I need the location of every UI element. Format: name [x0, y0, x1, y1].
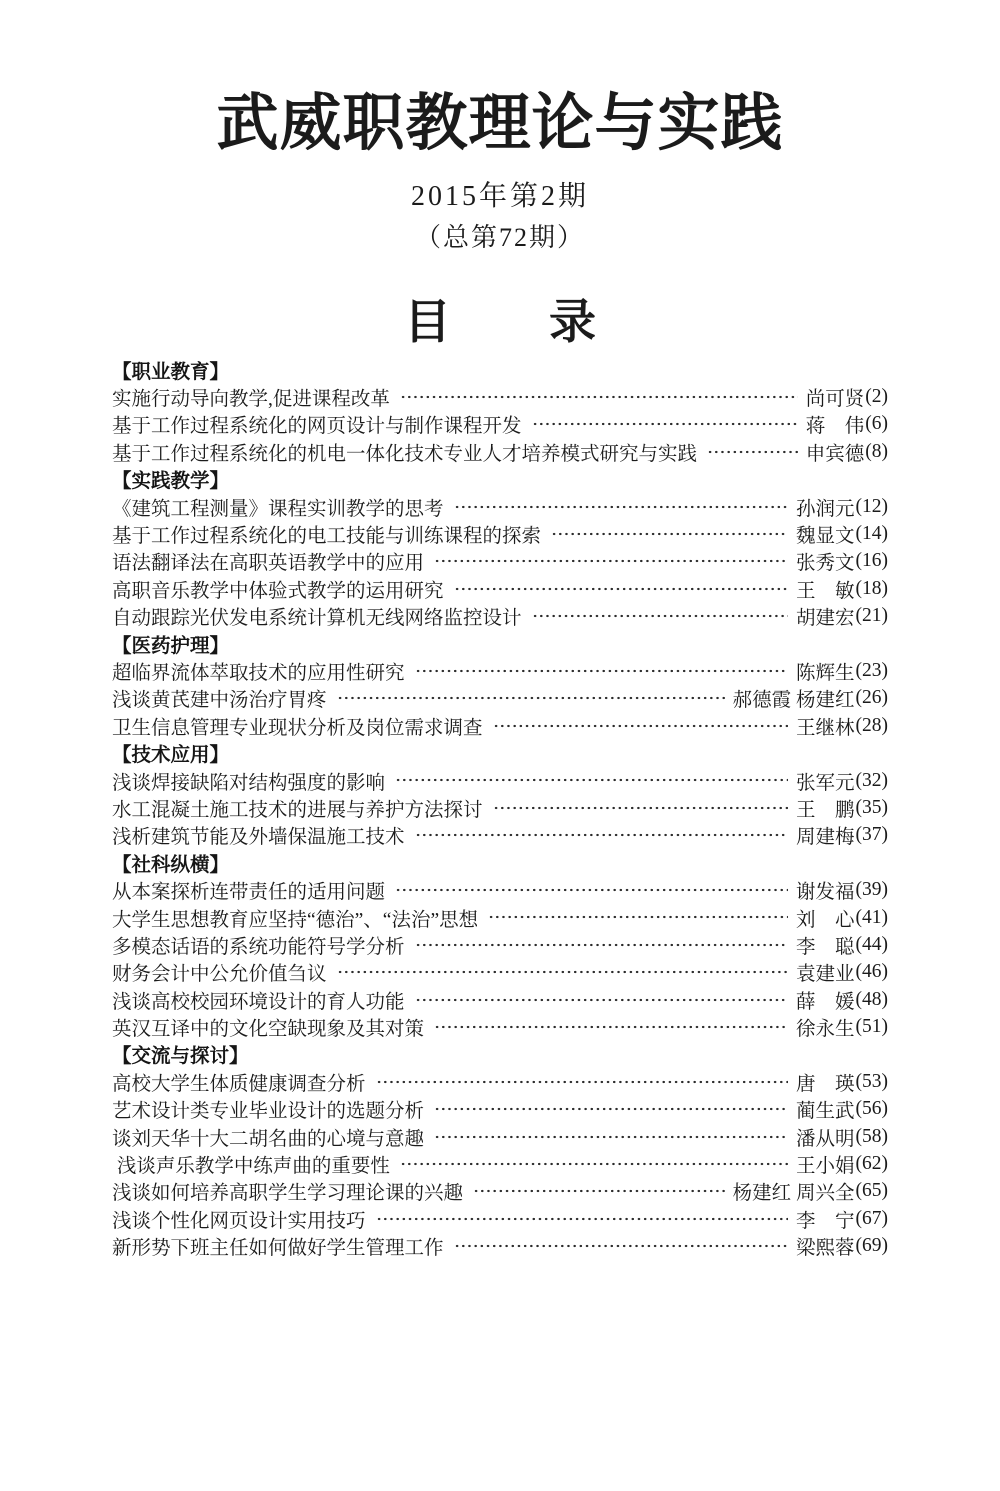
toc-entry — [112, 794, 888, 821]
entry-page: (6) — [865, 413, 888, 435]
toc-entry — [112, 876, 888, 903]
toc-page — [0, 88, 1000, 1260]
toc-entry — [112, 1096, 888, 1123]
entry-authors: 申宾德 — [805, 443, 865, 465]
entry-title: 水工混凝土施工技术的进展与养护方法探讨 — [112, 799, 483, 821]
toc-entry — [112, 383, 888, 410]
dot-leader — [337, 959, 788, 986]
toc-entry — [112, 1013, 888, 1040]
entry-title: 浅谈黄芪建中汤治疗胃疼 — [112, 690, 327, 712]
dot-leader — [415, 822, 788, 849]
entry-title: 大学生思想教育应坚持“德治”、“法治”思想 — [112, 909, 479, 931]
toc-entry — [112, 493, 888, 520]
entry-authors: 王小娟 — [795, 1156, 855, 1178]
entry-page: (18) — [855, 577, 888, 599]
entry-title: 实施行动导向教学,促进课程改革 — [112, 389, 390, 411]
entry-page: (23) — [855, 659, 888, 681]
entry-authors: 郝德霞 杨建红 — [732, 690, 855, 712]
entry-authors: 孙润元 — [795, 498, 855, 520]
dot-leader — [454, 575, 788, 602]
entry-authors: 袁建业 — [795, 964, 855, 986]
dot-leader — [434, 1123, 788, 1150]
entry-page: (35) — [855, 796, 888, 818]
dot-leader — [707, 438, 798, 465]
dot-leader — [434, 1096, 788, 1123]
entry-title: 浅谈声乐教学中练声曲的重要性 — [112, 1156, 390, 1178]
entry-title: 自动跟踪光伏发电系统计算机无线网络监控设计 — [112, 608, 522, 630]
entry-page: (46) — [855, 961, 888, 983]
entry-authors: 王 敏 — [795, 580, 855, 602]
entry-page: (14) — [855, 523, 888, 545]
entry-title: 高校大学生体质健康调查分析 — [112, 1073, 366, 1095]
toc-entry — [112, 411, 888, 438]
entry-title: 英汉互译中的文化空缺现象及其对策 — [112, 1019, 425, 1041]
entry-authors: 胡建宏 — [795, 608, 855, 630]
toc-entry — [112, 1123, 888, 1150]
entry-page: (21) — [855, 605, 888, 627]
dot-leader — [532, 603, 788, 630]
entry-page: (65) — [855, 1180, 888, 1202]
toc-entry — [112, 712, 888, 739]
entry-authors: 张军元 — [795, 772, 855, 794]
toc-entry — [112, 767, 888, 794]
entry-authors: 徐永生 — [795, 1019, 855, 1041]
dot-leader — [454, 1233, 788, 1260]
entry-title: 新形势下班主任如何做好学生管理工作 — [112, 1238, 444, 1260]
entry-authors: 李 宁 — [795, 1210, 855, 1232]
entry-authors: 尚可贤 — [805, 389, 865, 411]
dot-leader — [337, 685, 725, 712]
entry-page: (8) — [865, 440, 888, 462]
entry-authors: 唐 瑛 — [795, 1073, 855, 1095]
entry-authors: 潘从明 — [795, 1128, 855, 1150]
toc-entry — [112, 520, 888, 547]
dot-leader — [532, 411, 798, 438]
entry-title: 浅析建筑节能及外墙保温施工技术 — [112, 827, 405, 849]
entry-page: (26) — [855, 687, 888, 709]
dot-leader — [376, 1205, 788, 1232]
dot-leader — [488, 904, 788, 931]
entry-page: (39) — [855, 879, 888, 901]
section-header: 【社科纵横】 — [112, 853, 230, 876]
entry-page: (37) — [855, 824, 888, 846]
entry-authors: 蔺生武 — [795, 1101, 855, 1123]
toc-entry — [112, 904, 888, 931]
entry-title: 卫生信息管理专业现状分析及岗位需求调查 — [112, 717, 483, 739]
dot-leader — [415, 986, 788, 1013]
entry-title: 艺术设计类专业毕业设计的选题分析 — [112, 1101, 425, 1123]
dot-leader — [473, 1178, 725, 1205]
toc-entry — [112, 931, 888, 958]
toc-entry — [112, 1233, 888, 1260]
dot-leader — [454, 493, 788, 520]
entry-title: 语法翻译法在高职英语教学中的应用 — [112, 553, 425, 575]
entry-authors: 谢发福 — [795, 882, 855, 904]
entry-authors: 薛 媛 — [795, 991, 855, 1013]
entry-title: 基于工作过程系统化的网页设计与制作课程开发 — [112, 416, 522, 438]
toc-title: 目录 — [404, 297, 694, 349]
entry-page: (58) — [855, 1125, 888, 1147]
entry-title: 超临界流体萃取技术的应用性研究 — [112, 663, 405, 684]
issue-line: 2015年第2期 — [410, 181, 589, 212]
entry-authors: 杨建红 周兴全 — [732, 1183, 855, 1205]
entry-authors: 梁熙蓉 — [795, 1238, 855, 1260]
toc-entry — [112, 438, 888, 465]
dot-leader — [400, 1150, 788, 1177]
entry-authors: 魏显文 — [795, 526, 855, 548]
entry-title: 财务会计中公允价值刍议 — [112, 964, 327, 986]
section-header: 【技术应用】 — [112, 744, 230, 767]
entry-title: 基于工作过程系统化的电工技能与训练课程的探索 — [112, 526, 542, 548]
entry-authors: 王 鹏 — [795, 799, 855, 821]
entry-page: (53) — [855, 1070, 888, 1092]
entry-authors: 李 聪 — [795, 936, 855, 958]
entry-title: 《建筑工程测量》课程实训教学的思考 — [112, 498, 444, 520]
entry-page: (51) — [855, 1016, 888, 1038]
dot-leader — [415, 931, 788, 958]
entry-page: (32) — [855, 769, 888, 791]
dot-leader — [434, 1013, 788, 1040]
volume-line: （总第72期） — [414, 223, 585, 252]
entry-page: (48) — [855, 988, 888, 1010]
dot-leader — [376, 1068, 788, 1095]
entry-title: 谈刘天华十大二胡名曲的心境与意趣 — [112, 1128, 425, 1150]
entry-authors: 刘 心 — [795, 909, 855, 931]
toc-entry — [112, 548, 888, 575]
dot-leader — [493, 712, 788, 739]
entry-authors: 张秀文 — [795, 553, 855, 575]
toc-entry — [112, 959, 888, 986]
entry-title: 多模态话语的系统功能符号学分析 — [112, 936, 405, 958]
toc-list — [112, 356, 888, 1260]
toc-entry — [112, 986, 888, 1013]
entry-page: (69) — [855, 1235, 888, 1257]
entry-authors: 蒋 伟 — [805, 416, 865, 438]
dot-leader — [493, 794, 788, 821]
toc-entry — [112, 1205, 888, 1232]
entry-title: 浅谈如何培养高职学生学习理论课的兴趣 — [112, 1183, 464, 1205]
entry-authors: 王继林 — [795, 717, 855, 739]
toc-entry — [112, 1150, 888, 1177]
section-header: 【交流与探讨】 — [112, 1045, 249, 1068]
entry-page: (41) — [855, 906, 888, 928]
entry-title: 高职音乐教学中体验式教学的运用研究 — [112, 580, 444, 602]
toc-entry — [112, 1178, 888, 1205]
toc-entry — [112, 657, 888, 684]
toc-entry — [112, 603, 888, 630]
entry-authors: 周建梅 — [795, 827, 855, 849]
entry-title: 浅谈个性化网页设计实用技巧 — [112, 1210, 366, 1232]
section-header: 【实践教学】 — [112, 470, 230, 493]
entry-page: (28) — [855, 714, 888, 736]
toc-entry — [112, 1068, 888, 1095]
entry-page: (16) — [855, 550, 888, 572]
toc-entry — [112, 822, 888, 849]
entry-page: (2) — [865, 386, 888, 408]
dot-leader — [551, 520, 788, 547]
entry-page: (62) — [855, 1153, 888, 1175]
journal-title: 武威职教理论与实践 — [216, 90, 784, 158]
section-header: 【职业教育】 — [112, 360, 230, 383]
dot-leader — [434, 548, 788, 575]
entry-page: (56) — [855, 1098, 888, 1120]
dot-leader — [415, 657, 788, 684]
entry-title: 从本案探析连带责任的适用问题 — [112, 882, 386, 904]
entry-authors: 陈辉生 — [795, 663, 855, 684]
entry-page: (44) — [855, 933, 888, 955]
entry-title: 浅谈高校校园环境设计的育人功能 — [112, 991, 405, 1013]
entry-page: (12) — [855, 495, 888, 517]
entry-title: 基于工作过程系统化的机电一体化技术专业人才培养模式研究与实践 — [112, 443, 698, 465]
entry-page: (67) — [855, 1207, 888, 1229]
toc-entry — [112, 685, 888, 712]
dot-leader — [395, 767, 788, 794]
dot-leader — [395, 876, 788, 903]
toc-entry — [112, 575, 888, 602]
entry-title: 浅谈焊接缺陷对结构强度的影响 — [112, 772, 386, 794]
dot-leader — [400, 383, 798, 410]
section-header: 【医药护理】 — [112, 634, 230, 657]
